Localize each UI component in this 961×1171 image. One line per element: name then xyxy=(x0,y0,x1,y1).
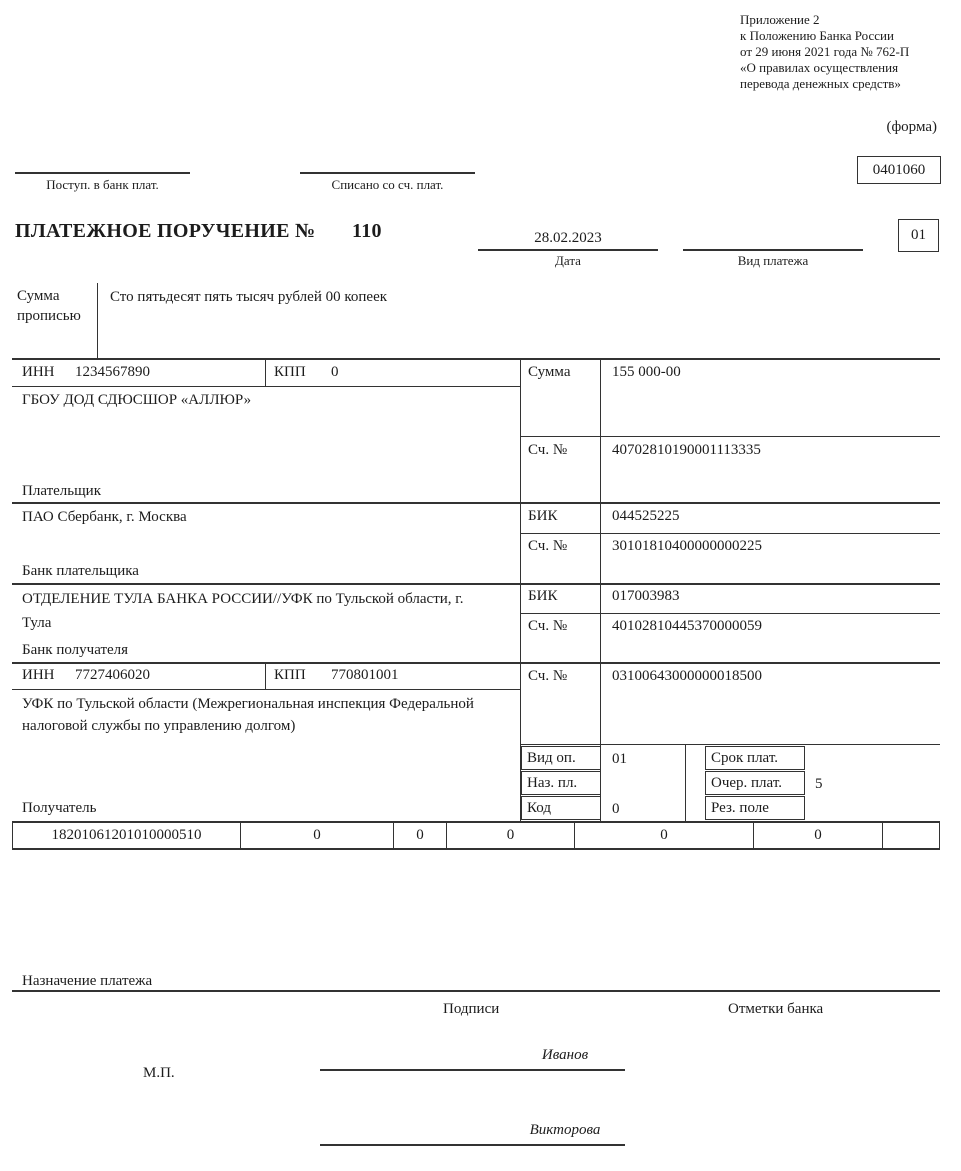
form-code-box xyxy=(857,156,941,184)
code-label: Код xyxy=(527,799,551,816)
payer-name: ГБОУ ДОД СДЮСШОР «АЛЛЮР» xyxy=(22,392,252,408)
bank-marks-label: Отметки банка xyxy=(728,1001,824,1017)
payment-kind-label: Вид платежа xyxy=(737,253,809,268)
table-border-line xyxy=(520,613,940,614)
payee-account-value: 03100643000000018500 xyxy=(612,668,762,684)
amount-label: Сумма xyxy=(528,364,571,380)
table-border-line xyxy=(685,744,686,821)
payer-inn-label: ИНН xyxy=(22,364,55,380)
oper-kind-value: 01 xyxy=(612,751,627,767)
purpose-label: Назначение платежа xyxy=(22,973,153,989)
code-value: 0 xyxy=(612,801,620,817)
tax-field-cell: 0 xyxy=(575,823,754,848)
payee-section-label: Получатель xyxy=(22,800,97,816)
payee-inn-value: 7727406020 xyxy=(75,667,150,683)
payee-bank-bik-value: 017003983 xyxy=(612,588,680,604)
document-date: 28.02.2023 xyxy=(534,230,602,246)
payer-account-value: 40702810190001113335 xyxy=(612,442,761,458)
priority-value: 5 xyxy=(815,776,823,792)
date-line xyxy=(478,249,658,251)
payer-kpp-value: 0 xyxy=(331,364,339,380)
table-border-line xyxy=(520,533,940,534)
payment-kind-line xyxy=(683,249,863,251)
payee-inn-label: ИНН xyxy=(22,667,55,683)
document-title: ПЛАТЕЖНОЕ ПОРУЧЕНИЕ № xyxy=(15,220,316,242)
payee-bank-account-value: 40102810445370000059 xyxy=(612,618,762,634)
payer-bank-bik-value: 044525225 xyxy=(612,508,680,524)
payer-account-label: Сч. № xyxy=(528,442,568,458)
received-stamp-label: Поступ. в банк плат. xyxy=(46,177,159,192)
payer-bank-account-label: Сч. № xyxy=(528,538,568,554)
tax-field-cell xyxy=(883,823,939,848)
priority-label: Очер. плат. xyxy=(711,774,782,791)
tax-field-cell: 0 xyxy=(754,823,883,848)
table-border-line xyxy=(265,662,266,689)
table-border-line xyxy=(12,358,940,360)
stamp-place-label: М.П. xyxy=(143,1065,175,1081)
appendix-note-line: от 29 июня 2021 года № 762-П xyxy=(740,44,910,59)
appendix-note-line: Приложение 2 xyxy=(740,12,820,27)
amount-words-divider xyxy=(97,283,98,358)
payer-bank-account-value: 30101810400000000225 xyxy=(612,538,762,554)
received-stamp-line xyxy=(15,172,190,174)
form-note: (форма) xyxy=(886,119,937,135)
payee-bank-name: ОТДЕЛЕНИЕ ТУЛА БАНКА РОССИИ//УФК по Тульской области, г. Тула xyxy=(22,591,464,631)
payer-bank-section-label: Банк плательщика xyxy=(22,563,139,579)
payee-account-label: Сч. № xyxy=(528,668,568,684)
signature-line-2 xyxy=(320,1144,625,1146)
reserve-box xyxy=(705,796,805,820)
date-label: Дата xyxy=(555,253,581,268)
table-border-line xyxy=(12,662,940,664)
table-border-line xyxy=(520,744,940,745)
payer-section-label: Плательщик xyxy=(22,483,101,499)
payer-status-box xyxy=(898,219,939,252)
payee-kpp-label: КПП xyxy=(274,667,306,683)
pay-term-label: Срок плат. xyxy=(711,749,779,766)
tax-field-cell: 0 xyxy=(241,823,394,848)
pay-purpose-code-box xyxy=(521,771,601,795)
pay-term-box xyxy=(705,746,805,770)
pay-purpose-code-label: Наз. пл. xyxy=(527,774,578,791)
priority-box xyxy=(705,771,805,795)
kbk-cell: 18201061201010000510 xyxy=(13,823,241,848)
form-code: 0401060 xyxy=(872,161,926,178)
appendix-note-line: к Положению Банка России xyxy=(740,28,894,43)
payee-bank-account-label: Сч. № xyxy=(528,618,568,634)
table-border-line xyxy=(12,386,520,387)
signature-2: Викторова xyxy=(529,1122,601,1138)
amount-words-value: Сто пятьдесят пять тысяч рублей 00 копеек xyxy=(110,289,388,305)
purpose-line xyxy=(12,990,940,992)
appendix-note xyxy=(740,12,955,92)
oper-kind-label: Вид оп. xyxy=(527,749,576,766)
payer-bank-bik-label: БИК xyxy=(528,508,558,524)
payer-status: 01 xyxy=(911,227,926,243)
document-number: 110 xyxy=(352,220,382,242)
code-box xyxy=(521,796,601,820)
debited-stamp-label: Списано со сч. плат. xyxy=(331,177,444,192)
tax-fields-row xyxy=(12,821,940,850)
payee-bank-section-label: Банк получателя xyxy=(22,642,129,658)
debited-stamp-line xyxy=(300,172,475,174)
table-border-line xyxy=(520,436,940,437)
table-border-line xyxy=(265,358,266,386)
payee-kpp-value: 770801001 xyxy=(331,667,399,683)
payee-bank-bik-label: БИК xyxy=(528,588,558,604)
appendix-note-line: перевода денежных средств» xyxy=(740,76,901,91)
table-border-line xyxy=(12,583,940,585)
amount-value: 155 000-00 xyxy=(612,364,681,380)
payer-kpp-label: КПП xyxy=(274,364,306,380)
signature-1: Иванов xyxy=(541,1047,589,1063)
oper-kind-box xyxy=(521,746,601,770)
appendix-note-line: «О правилах осуществления xyxy=(740,60,899,75)
payer-inn-value: 1234567890 xyxy=(75,364,150,380)
reserve-label: Рез. поле xyxy=(711,799,769,816)
amount-words-label: Сумма прописью xyxy=(17,288,81,324)
table-border-line xyxy=(12,502,940,504)
signature-line-1 xyxy=(320,1069,625,1071)
tax-field-cell: 0 xyxy=(394,823,447,848)
payee-name: УФК по Тульской области (Межрегиональная инспекция Федеральной налоговой службы по управлению долгом) xyxy=(22,696,474,734)
signatures-label: Подписи xyxy=(443,1001,500,1017)
table-border-line xyxy=(12,689,520,690)
payer-bank-name: ПАО Сбербанк, г. Москва xyxy=(22,509,187,525)
tax-field-cell: 0 xyxy=(447,823,575,848)
